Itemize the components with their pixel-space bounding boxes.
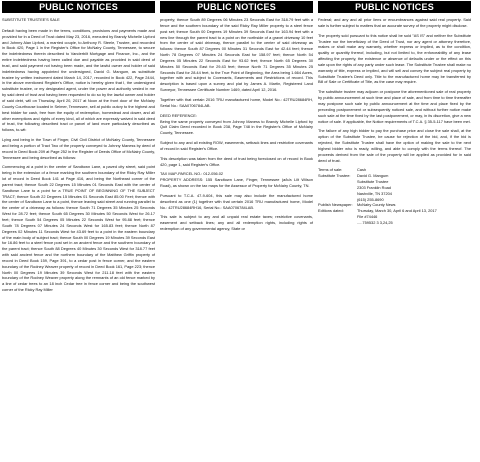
notice-paragraph: This description was taken from the deed of trust being foreclosed on of record in Book 420, page 1, said Register's Office. — [160, 155, 313, 167]
column-body — [318, 17, 471, 462]
notice-paragraph: Default having been made in the terms, conditions, provisions and payments made and provided for in a Deed of Trust dated May 23, 2016, executed by Brandy Michelle Lipford and Johnny Alan Lipford, a married couple, to Anthony R. Steele, Trustee, and recorded in Book 420, Page 1 in the Register's Office for McNairy County, Tennessee, to secure the indebtedness therein described to Vanderbilt Mortgage and Finance, Inc., and the entire indebtedness having been called due and payable as provided in said deed of trust, and said payment not having been made, and the lawful owner and holder of said indebtedness having appointed the undersigned, David G. Mangum, as substitute trustee by written instrument dated March 14, 2017, recorded in Book 422, Page 2444, in the above mentioned Register's Office, notice is hereby given that I, the undersigned substitute trustee, or my designated agent, under the power and authority vested in me by said deed of trust and having been requested to do so by the lawful owner and holder of said debt, will on Thursday, April 20, 2017 at Noon at the front door of the McNairy County Courthouse located in Selmer, Tennessee, sell at public outcry to the highest and best bidder for cash, free from the equity of redemption, homestead and dower, and all other exemptions and rights of every kind, all of which are expressly waived in said deed of trust, the following described tract or parcel of land more particularly described as follows, to-wit: — [2, 27, 155, 133]
notice-column-1 — [2, 0, 155, 462]
notice-paragraph: Federal; and any and all prior liens or encumbrances against said real property. Said sale is further subject to matters that an accurate survey of the property might disclose. — [318, 17, 471, 28]
notice-paragraph: Together with that certain 2016 TRU manufactured home, Model No.: 42TRU28684RH, Serial No.: SAA0706784LAB. — [160, 96, 313, 108]
newspaper-value: McNairy County News — [357, 202, 396, 208]
notice-paragraph: This sale is subject to any and all unpaid real estate taxes; restrictive covenants, easement and setback lines; any and all redemption rights, including rights of redemption of any governmental agency, State or — [160, 214, 313, 232]
notice-column-3 — [318, 0, 471, 462]
terms-label: Terms of sale: — [318, 167, 343, 173]
newspaper-label: Publish Newspaper: — [318, 202, 353, 208]
trustee-label: Substitute Trustee: — [318, 173, 351, 179]
column-body — [2, 17, 155, 462]
notice-paragraph: The failure of any high bidder to pay the purchase price and close the sale shall, at the option of the Substitute Trustee, be cause for rejection of the bid, and, if the bid is rejected, the Substitute Trustee shall have the option of making the sale to the next highest bidder who is ready, willing, and able to comply with the terms thereof. The proceeds derived from the sale of the property will be applied as provided for in said deed of trust. — [318, 128, 471, 163]
notice-column-2 — [160, 0, 313, 462]
notice-paragraph: The substitute trustee may adjourn or postpone the aforementioned sale of real property by public announcement at such time and place of sale, and from time to time thereafter may postpone such sale by public announcement at the time and place fixed by the preceding postponement or subsequently noticed sale, and without further notice make such sale at the time fixed by the last postponement, or may, in its discretion, give a new notice of sale. If applicable, the Notice requirements of T.C.A. § 35-5-117 have been met. — [318, 89, 471, 124]
column-header: PUBLIC NOTICES — [2, 1, 155, 13]
notice-paragraph: TAX MAP-PARCEL NO.: 012-056.02 PROPERTY ADDRESS: 155 Sandtown Lane, Finger, Tennessee (a/k/a Lilt Wilson Road), as shown on the tax maps for the Assessor of Property for McNairy County, TN. — [160, 171, 313, 189]
notice-paragraph: Commencing at a point in the center of Sandtown Lane, a paved city street, said point being in the extension of a fence marking the southern boundary of the Ricky Ray Miller lot of record in Deed Book 141 at Page 416, and being the Northeast corner of the parent tract; thence South 22 Degrees 15 Minutes 01 Seconds East with the center of Sandtown Lane to a point for a TRUE POINT OF BEGINNING OF THE SUBJECT TRACT; thence South 22 Degrees 15 Minutes 01 Seconds East 85.00 Feet; thence with the center of Sandtown Lane to a point, thence leaving said street and running parallel to the center of a driveway as follows: thence South 71 Degrees 35 Minutes 25 Seconds West for 28.72 feet; thence South 65 Degrees 30 Minutes 50 Seconds West for 26.17 feet; thence South 54 Degrees 05 Minutes 22 Seconds West for 95.88 feet; thence South 78 Degrees 07 Minutes 24 Seconds West for 165.83 feet; thence North 87 Degrees 02 Minutes 11 Seconds West for 43.69 feet to a point in the eastern boundary of the main body of subject tract; thence South 00 Degrees 19 Minutes 39 Seconds East for 16.86 feet to a steel fence post set in an ancient fence and the southern boundary of the parent tract; thence South 88 Degrees 40 Minutes 30 Seconds West for 318.77 feet with said ancient fence and the northern boundary of the Matthew Griffin property of record in Deed Book 159, Page 391, to a cedar post in fence corner, and the eastern boundary of the Rodney Weaver property of record in Deed Book 161, Page 223; thence North 00 Degrees 19 Minutes 39 Seconds West for 211.18 feet with the eastern boundary of the Rodney Weaver property along the remnants of an old fence marked by a line of cedar trees to an 18 inch Cedar tree in fence corner and being the southwest corner of the Ricky Ray Miller — [2, 164, 155, 293]
notice-heading: SUBSTITUTE TRUSTEE'S SALE — [2, 17, 60, 22]
notice-paragraph: DEED REFERENCE: Being the same property conveyed from Johnny Maness to Brandy Michelle Lipford by Quit Claim Deed recorded in Book 238, Page 748 in the Register's Office of McNairy County, Tennessee. — [160, 112, 313, 136]
column-header: PUBLIC NOTICES — [160, 1, 313, 13]
editions-value: Thursday, March 30, April 6 and April 13, 2017 File #74446 .....759532 3 3,24,25 — [357, 208, 437, 225]
notice-paragraph: Lying and being in the Town of Finger, Civil Civil District of McNairy County, Tennessee and being a portion of Tract Two of the property conveyed to Johnny Maness by deed of record in Deed Book 209 at Page 252 in the Register of Deeds Office of McNairy County, Tennessee and being described as follows: — [2, 137, 155, 160]
sale-terms — [318, 167, 471, 225]
terms-value: Cash — [357, 167, 367, 173]
trustee-value: David G. Mangum Substitute Trustee 2303 Franklin Road Nashville, TN 37204 (615) 255-8690 — [357, 173, 392, 202]
notice-paragraph: Pursuant to T.C.A. 47-9-604, this sale may also include the manufactured home described as one (1) together with that certain 2016 TRU manufactured home, Model No.: 42TRU28684RH16, Serial No.: SAA0706784LAB. — [160, 192, 313, 210]
column-body — [160, 17, 313, 462]
notice-paragraph: The property sold pursuant to this notice shall be sold "AS IS" and neither the Substitute Trustee nor the beneficiary of the Deed of Trust, nor any agent or attorney therefore, makes or shall make any warranty, whether express or implied, as to the condition, quality or quantity thereof, including, but not limited to, the enforceability of any lease affecting the property, the existence or absence of defaults under or the effect on this sale upon the rights of any party under such lease. The Substitute Trustee shall make no warranty of title, express or implied, and will sell and convey the subject real property by Substitute Trustee's Deed only. Title to the manufactured home may be transferred by Bill of Sale or Certificate of Title, as the case may require. — [318, 32, 471, 85]
column-header: PUBLIC NOTICES — [318, 1, 471, 13]
notice-paragraph: property; thence South 89 Degrees 06 Minutes 23 Seconds East for 318.79 feet with a fence and the southern boundary of the said Ricky Ray Miller property to a steel fence post set; thence South 00 Degrees 19 Minutes 39 Seconds East for 163.94 feet with a new line through the parent tract to a point on the northside of a gravel driveway 10 feet from the center of said driveway, thence parallel to the center of said driveway as follows: thence South 87 Degrees 00 Minutes 31 Seconds East for 42.44 feet; thence North 78 Degrees 07 Minutes 24 Seconds East for 158.97 feet; thence North 54 Degrees 05 Minutes 22 Seconds East for 93.62 feet; thence North 65 Degrees 30 Minutes 50 Seconds East for 29.43 feet; thence North 71 Degrees 35 Minutes 25 Seconds East for 28.44 feet, to the True Point of Beginning, the Area being 1.664 Acres, together with and subject to Covenants, Easements and Restrictions of record. This description is based upon a survey and plat by James A. Martin, Registered Land Surveyor, Tennessee Certificate Number 1469, dated April 12, 2016. — [160, 17, 313, 93]
editions-label: Editions dated: — [318, 208, 344, 214]
notice-paragraph: Subject to any and all existing ROW, easements, setback lines and restrictive covenants of record in said Register's Office. — [160, 140, 313, 151]
